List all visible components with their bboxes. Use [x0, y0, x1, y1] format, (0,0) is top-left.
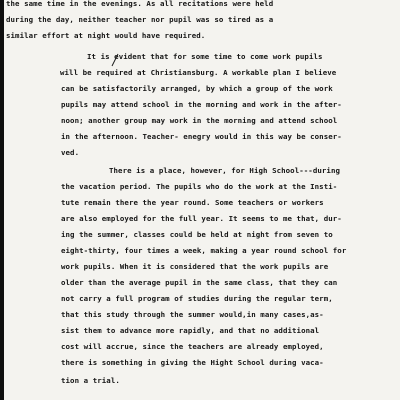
text-line: ing the summer, classes could be held at night from seven to — [61, 230, 333, 239]
text-line: ved. — [61, 148, 80, 157]
text-line: There is a place, however, for High School---during — [109, 166, 341, 175]
text-line: during the day, neither teacher nor pupil was so tired as a — [6, 15, 274, 24]
text-line: older than the average pupil in the same class, that they can — [61, 278, 338, 287]
text-line: there is something in giving the Hight School during vaca- — [61, 358, 324, 367]
text-line: work pupils. When it is considered that the work pupils are — [61, 262, 329, 271]
text-line: not carry a full program of studies during the regular term, — [61, 294, 333, 303]
text-line: pupils may attend school in the morning and work in the after- — [61, 100, 342, 109]
pen-mark-icon — [110, 53, 120, 67]
text-line: can be satisfactorily arranged, by which a group of the work — [61, 84, 333, 93]
text-line: sist them to advance more rapidly, and that no additional — [61, 326, 320, 335]
text-line: will be required at Christiansburg. A workable plan I believe — [60, 68, 337, 77]
text-line: the same time in the evenings. As all recitations were held — [6, 0, 274, 8]
text-line: are also employed for the full year. It seems to me that, dur- — [61, 214, 342, 223]
text-line: tion a trial. — [61, 376, 120, 385]
text-line: similar effort at night would have required. — [6, 31, 206, 40]
text-line: noon; another group may work in the morning and attend school — [61, 116, 338, 125]
text-line: tute remain there the year round. Some teachers or workers — [61, 198, 324, 207]
text-line: eight-thirty, four times a week, making a year round school for — [61, 246, 347, 255]
text-line: It is evident that for some time to come work pupils — [87, 52, 323, 61]
text-line: in the afternoon. Teacher- enegry would in this way be conser- — [61, 132, 342, 141]
text-line: the vacation period. The pupils who do the work at the Insti- — [61, 182, 338, 191]
scan-border — [0, 0, 4, 400]
text-line: that this study through the summer would,in many cases,as- — [61, 310, 324, 319]
text-line: cost will accrue, since the teachers are already employed, — [61, 342, 324, 351]
